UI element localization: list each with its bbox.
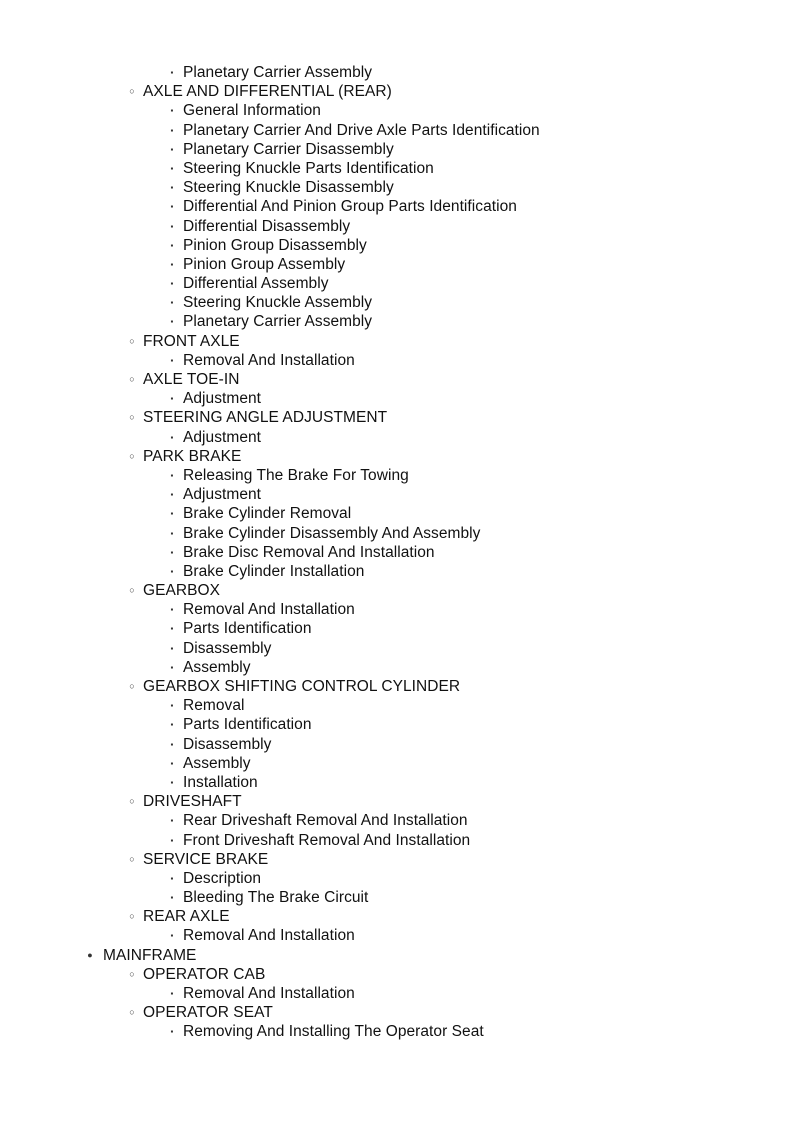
toc-entry-level-3[interactable]: [0, 735, 794, 754]
circle-bullet-icon: ○: [129, 450, 135, 461]
toc-entry-label: Disassembly: [183, 735, 272, 753]
toc-entry-level-2[interactable]: [0, 907, 794, 926]
toc-entry-label: Planetary Carrier Assembly: [183, 64, 373, 81]
toc-entry-label: Adjustment: [183, 486, 262, 504]
toc-entry-level-2[interactable]: [0, 677, 794, 696]
toc-entry-level-3[interactable]: [0, 217, 794, 236]
square-bullet-icon: ▪: [170, 566, 174, 576]
square-bullet-icon: ▪: [170, 509, 174, 519]
toc-entry-level-3[interactable]: [0, 236, 794, 255]
toc-entry-level-3[interactable]: [0, 504, 794, 523]
toc-entry-level-3[interactable]: [0, 619, 794, 638]
toc-entry-level-3[interactable]: [0, 888, 794, 907]
toc-entry-label: Brake Cylinder Installation: [183, 562, 365, 580]
square-bullet-icon: ▪: [170, 106, 174, 116]
toc-entry-label: GEARBOX SHIFTING CONTROL CYLINDER: [143, 678, 461, 695]
circle-bullet-icon: ○: [129, 911, 135, 922]
square-bullet-icon: ▪: [170, 931, 174, 941]
circle-bullet-icon: ○: [129, 681, 135, 691]
toc-entry-level-3[interactable]: [0, 312, 794, 331]
toc-entry-label: Front Driveshaft Removal And Installation: [183, 831, 471, 849]
toc-entry-label: Brake Disc Removal And Installation: [183, 543, 435, 561]
square-bullet-icon: ▪: [170, 183, 174, 193]
toc-entry-level-2[interactable]: [0, 332, 794, 351]
square-bullet-icon: ▪: [170, 547, 174, 557]
toc-entry-level-3[interactable]: [0, 121, 794, 140]
square-bullet-icon: ▪: [170, 125, 174, 135]
circle-bullet-icon: ○: [129, 86, 135, 97]
toc-entry-label: AXLE AND DIFFERENTIAL (REAR): [143, 83, 392, 101]
toc-entry-level-3[interactable]: [0, 715, 794, 734]
square-bullet-icon: ▪: [170, 432, 174, 442]
toc-entry-level-3[interactable]: [0, 696, 794, 715]
circle-bullet-icon: ○: [129, 412, 135, 423]
toc-entry-level-1[interactable]: [0, 946, 794, 965]
toc-entry-label: REAR AXLE: [143, 908, 230, 926]
square-bullet-icon: ▪: [170, 394, 174, 404]
square-bullet-icon: ▪: [170, 240, 174, 250]
square-bullet-icon: ▪: [170, 163, 174, 173]
toc-entry-label: Differential And Pinion Group Parts Identification: [183, 198, 517, 216]
toc-entry-level-2[interactable]: [0, 850, 794, 869]
toc-entry-level-3[interactable]: [0, 639, 794, 658]
toc-entry-label: Removal And Installation: [183, 601, 355, 619]
square-bullet-icon: ▪: [170, 279, 174, 289]
toc-entry-label: Planetary Carrier And Drive Axle Parts Identification: [183, 121, 540, 139]
toc-entry-label: Rear Driveshaft Removal And Installation: [183, 812, 468, 830]
toc-entry-level-3[interactable]: [0, 274, 794, 293]
toc-entry-level-3[interactable]: [0, 428, 794, 447]
toc-entry-label: OPERATOR SEAT: [143, 1004, 273, 1022]
toc-entry-label: Assembly: [183, 754, 251, 772]
square-bullet-icon: ▪: [170, 835, 174, 845]
toc-entry-label: Brake Cylinder Disassembly And Assembly: [183, 524, 481, 542]
square-bullet-icon: ▪: [170, 202, 174, 212]
circle-bullet-icon: ○: [129, 335, 135, 346]
toc-entry-label: Disassembly: [183, 639, 272, 657]
toc-entry-label: Assembly: [183, 658, 251, 676]
toc-entry-level-3[interactable]: [0, 178, 794, 197]
toc-entry-label: AXLE TOE-IN: [143, 371, 240, 388]
square-bullet-icon: ▪: [170, 662, 174, 672]
toc-entry-level-3[interactable]: [0, 159, 794, 178]
table-of-contents: [0, 63, 794, 1042]
toc-entry-label: FRONT AXLE: [143, 332, 240, 350]
square-bullet-icon: ▪: [170, 989, 174, 998]
square-bullet-icon: ▪: [170, 490, 174, 500]
toc-entry-label: Bleeding The Brake Circuit: [183, 889, 369, 907]
toc-entry-label: Removal And Installation: [183, 927, 355, 945]
square-bullet-icon: ▪: [170, 777, 174, 787]
toc-entry-level-3[interactable]: [0, 140, 794, 159]
toc-entry-label: Adjustment: [183, 428, 262, 446]
toc-entry-level-2[interactable]: [0, 408, 794, 427]
square-bullet-icon: ▪: [170, 605, 174, 615]
toc-entry-label: OPERATOR CAB: [143, 965, 266, 983]
toc-entry-label: Removal: [183, 697, 245, 715]
toc-entry-level-3[interactable]: [0, 562, 794, 581]
square-bullet-icon: ▪: [170, 701, 174, 711]
toc-entry-level-2[interactable]: [0, 792, 794, 811]
square-bullet-icon: ▪: [170, 221, 174, 231]
toc-entry-level-3[interactable]: [0, 831, 794, 850]
circle-bullet-icon: ○: [129, 1007, 135, 1018]
toc-entry-level-3[interactable]: [0, 984, 794, 1003]
square-bullet-icon: ▪: [170, 816, 174, 826]
toc-entry-label: PARK BRAKE: [143, 447, 242, 465]
toc-entry-level-2[interactable]: [0, 1003, 794, 1022]
toc-entry-label: Pinion Group Assembly: [183, 255, 346, 273]
toc-entry-level-3[interactable]: [0, 63, 794, 82]
square-bullet-icon: ▪: [170, 643, 174, 653]
toc-entry-level-2[interactable]: [0, 965, 794, 984]
toc-entry-label: SERVICE BRAKE: [143, 850, 269, 868]
toc-entry-label: Differential Disassembly: [183, 217, 351, 235]
toc-entry-label: Pinion Group Disassembly: [183, 236, 367, 254]
toc-entry-label: Parts Identification: [183, 620, 312, 638]
toc-entry-level-2[interactable]: [0, 447, 794, 466]
square-bullet-icon: ▪: [170, 528, 174, 538]
toc-entry-level-3[interactable]: [0, 600, 794, 619]
circle-bullet-icon: ○: [129, 585, 135, 596]
toc-entry-level-3[interactable]: [0, 1022, 794, 1041]
toc-entry-level-3[interactable]: [0, 389, 794, 408]
square-bullet-icon: ▪: [170, 144, 174, 154]
toc-entry-level-2[interactable]: [0, 82, 794, 101]
square-bullet-icon: ▪: [170, 355, 174, 365]
toc-entry-label: Steering Knuckle Disassembly: [183, 179, 394, 197]
toc-entry-label: Removal And Installation: [183, 351, 355, 369]
toc-entry-label: Releasing The Brake For Towing: [183, 466, 409, 484]
toc-entry-label: Description: [183, 869, 262, 887]
circle-bullet-icon: ○: [129, 968, 135, 979]
toc-entry-label: Planetary Carrier Assembly: [183, 313, 373, 331]
toc-entry-label: MAINFRAME: [103, 946, 197, 964]
toc-entry-level-3[interactable]: [0, 926, 794, 945]
toc-entry-level-3[interactable]: [0, 101, 794, 120]
square-bullet-icon: ▪: [170, 739, 174, 749]
toc-entry-level-3[interactable]: [0, 197, 794, 216]
toc-entry-label: Differential Assembly: [183, 275, 329, 293]
square-bullet-icon: ▪: [170, 624, 174, 634]
toc-entry-label: STEERING ANGLE ADJUSTMENT: [143, 409, 388, 427]
toc-entry-level-3[interactable]: [0, 524, 794, 543]
toc-entry-level-3[interactable]: [0, 485, 794, 504]
square-bullet-icon: ▪: [170, 1027, 174, 1037]
toc-entry-label: Parts Identification: [183, 716, 312, 734]
toc-entry-level-3[interactable]: [0, 754, 794, 773]
toc-entry-level-3[interactable]: [0, 255, 794, 274]
toc-entry-level-2[interactable]: [0, 370, 794, 389]
circle-bullet-icon: ○: [129, 796, 135, 807]
circle-bullet-icon: ○: [129, 374, 135, 384]
toc-entry-level-3[interactable]: [0, 543, 794, 562]
toc-entry-label: DRIVESHAFT: [143, 793, 242, 811]
toc-entry-label: Planetary Carrier Disassembly: [183, 140, 394, 158]
square-bullet-icon: ▪: [170, 298, 174, 308]
toc-entry-label: Installation: [183, 773, 258, 791]
toc-entry-level-3[interactable]: [0, 466, 794, 485]
toc-entry-label: Adjustment: [183, 390, 262, 408]
toc-entry-label: General Information: [183, 102, 321, 120]
square-bullet-icon: ▪: [170, 758, 174, 768]
square-bullet-icon: ▪: [170, 893, 174, 903]
square-bullet-icon: ▪: [170, 470, 174, 480]
square-bullet-icon: ▪: [170, 259, 174, 269]
square-bullet-icon: ▪: [170, 317, 174, 327]
toc-entry-label: Removing And Installing The Operator Seat: [183, 1023, 484, 1041]
toc-entry-label: Brake Cylinder Removal: [183, 505, 352, 523]
toc-entry-label: Steering Knuckle Assembly: [183, 294, 373, 312]
toc-entry-label: Removal And Installation: [183, 985, 355, 1002]
square-bullet-icon: ▪: [170, 68, 174, 77]
toc-entry-level-3[interactable]: [0, 293, 794, 312]
toc-entry-level-3[interactable]: [0, 351, 794, 370]
toc-entry-level-3[interactable]: [0, 658, 794, 677]
disc-bullet-icon: ●: [87, 949, 93, 960]
toc-entry-level-3[interactable]: [0, 773, 794, 792]
circle-bullet-icon: ○: [129, 853, 135, 864]
toc-entry-level-2[interactable]: [0, 581, 794, 600]
square-bullet-icon: ▪: [170, 873, 174, 883]
toc-entry-level-3[interactable]: [0, 869, 794, 888]
toc-entry-label: GEARBOX: [143, 582, 221, 600]
toc-entry-level-3[interactable]: [0, 811, 794, 830]
toc-entry-label: Steering Knuckle Parts Identification: [183, 159, 434, 177]
square-bullet-icon: ▪: [170, 720, 174, 730]
